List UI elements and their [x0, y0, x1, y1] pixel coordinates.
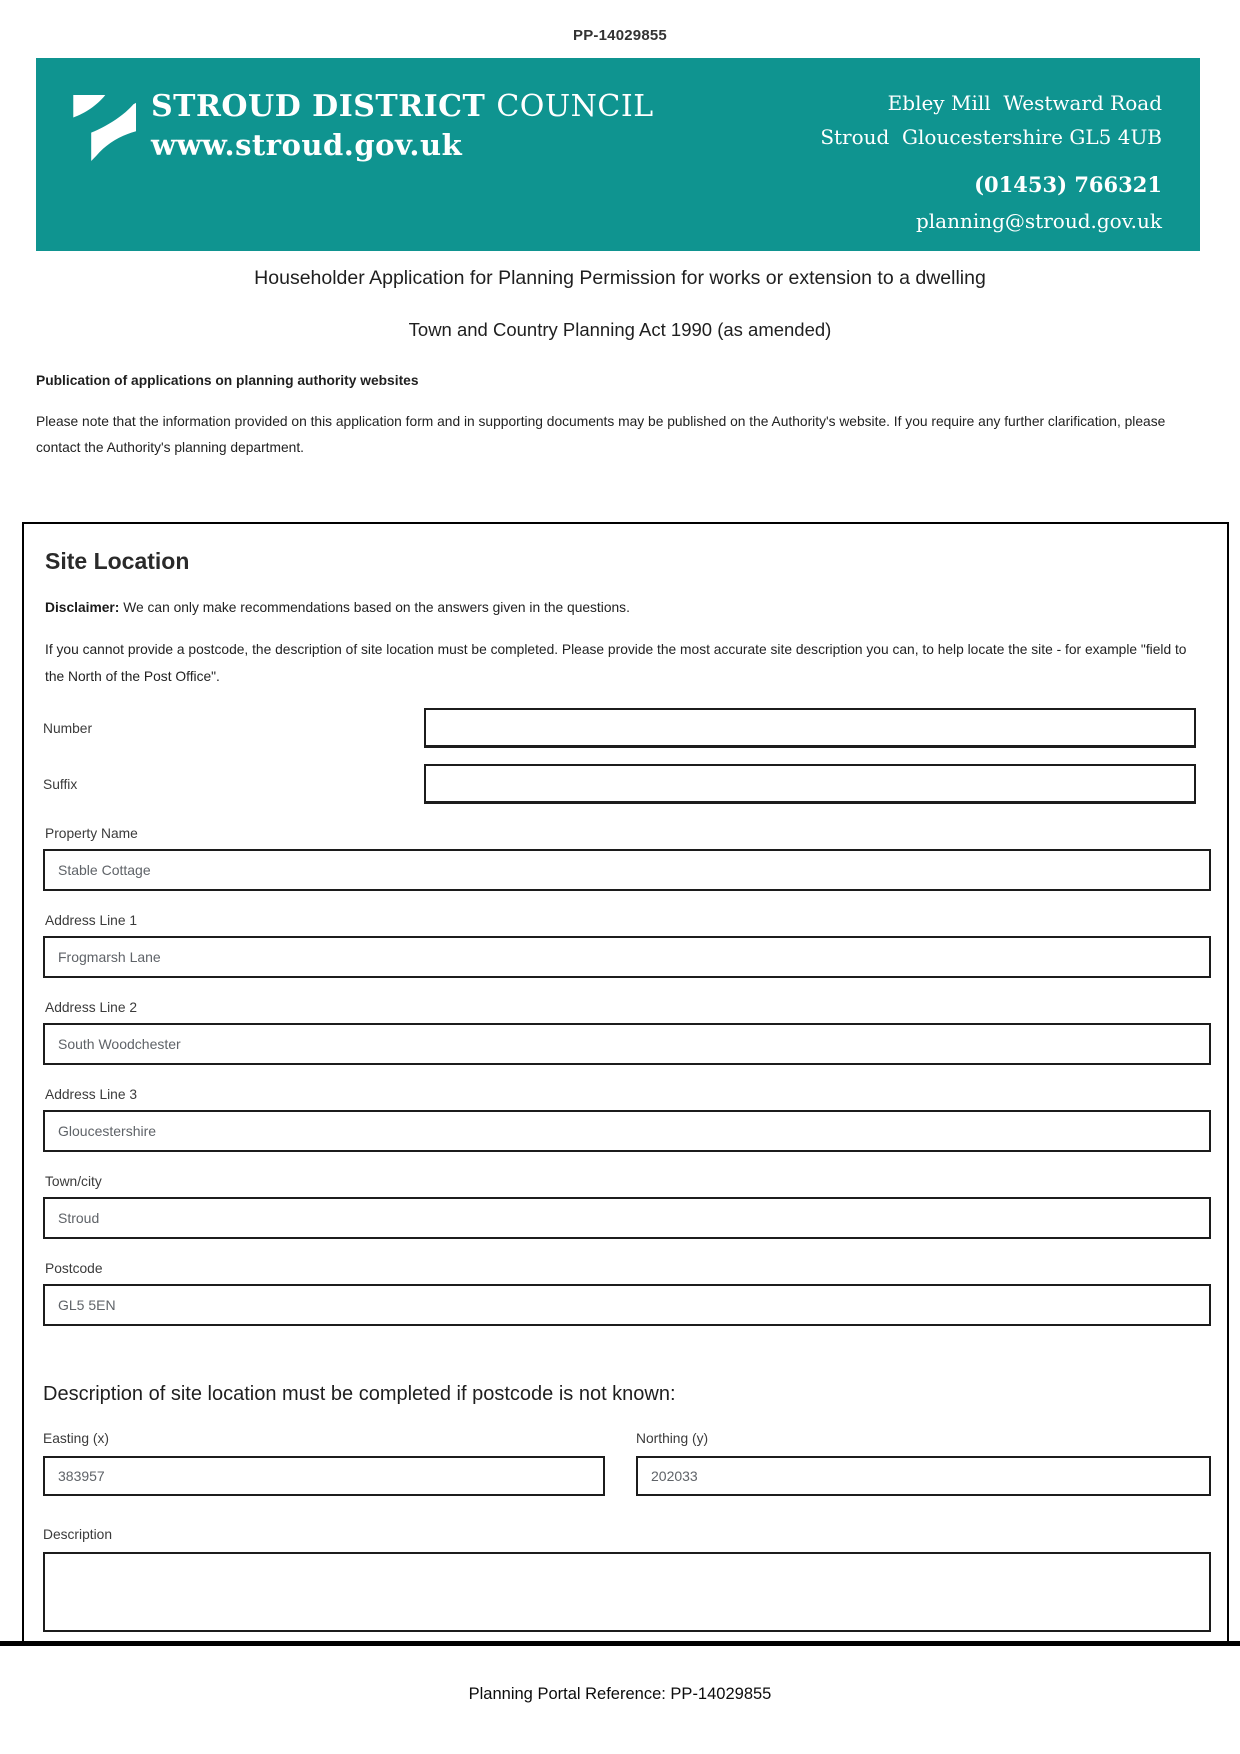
coordinates-row — [43, 1430, 1211, 1496]
address-line-2-field — [43, 1000, 1211, 1065]
council-name: STROUD DISTRICT COUNCIL — [151, 89, 654, 124]
address-line-2-input[interactable] — [43, 1023, 1211, 1065]
council-brand — [72, 89, 654, 251]
northing-field — [636, 1430, 1211, 1496]
council-swoosh-logo-icon — [72, 95, 136, 161]
suffix-field-row — [43, 764, 1211, 804]
site-location-heading: Site Location — [45, 548, 190, 574]
number-label: Number — [43, 720, 93, 736]
suffix-label: Suffix — [43, 776, 78, 792]
property-name-field — [43, 826, 1211, 891]
council-brand-text — [151, 89, 654, 251]
northing-label: Northing (y) — [636, 1431, 709, 1446]
postcode-note: If you cannot provide a postcode, the description of site location must be completed. Please provide the most accurate site description you can, to help locate the site - for example "field to the North of the Post Office". — [45, 642, 1187, 684]
description-textarea[interactable] — [43, 1552, 1211, 1632]
council-email: planning@stroud.gov.uk — [915, 209, 1162, 233]
description-field — [43, 1526, 1211, 1632]
disclaimer-text: We can only make recommendations based on the answers given in the questions. — [119, 600, 630, 615]
address-line-2-label: Address Line 2 — [45, 1000, 138, 1015]
council-website: www.stroud.gov.uk — [151, 128, 463, 162]
council-header-banner — [36, 58, 1200, 251]
easting-input[interactable] — [43, 1456, 605, 1496]
suffix-input[interactable] — [424, 764, 1196, 804]
postcode-label: Postcode — [45, 1261, 103, 1276]
publication-heading: Publication of applications on planning authority websites — [36, 373, 419, 388]
description-label: Description — [43, 1527, 113, 1542]
northing-input[interactable] — [636, 1456, 1211, 1496]
easting-field — [43, 1430, 605, 1496]
form-subtitle: Town and Country Planning Act 1990 (as amended) — [408, 319, 832, 340]
disclaimer-label: Disclaimer: — [45, 600, 120, 615]
town-city-field — [43, 1174, 1211, 1239]
property-name-label: Property Name — [45, 826, 138, 841]
easting-label: Easting (x) — [43, 1431, 109, 1446]
address-line-3-input[interactable] — [43, 1110, 1211, 1152]
postcode-field — [43, 1261, 1211, 1326]
site-location-disclaimer — [45, 600, 1211, 615]
form-title: Householder Application for Planning Permission for works or extension to a dwelling — [254, 267, 986, 289]
address-line-3-label: Address Line 3 — [45, 1087, 138, 1102]
site-location-section — [22, 522, 1229, 1641]
address-line-1-label: Address Line 1 — [45, 913, 138, 928]
page-break-divider — [0, 1641, 1240, 1646]
address-line-3-field — [43, 1087, 1211, 1152]
council-address-line1: Ebley Mill Westward Road — [887, 91, 1162, 115]
postcode-input[interactable] — [43, 1284, 1211, 1326]
town-city-input[interactable] — [43, 1197, 1211, 1239]
planning-portal-reference-top: PP-14029855 — [573, 27, 667, 44]
number-field-row — [43, 708, 1211, 748]
address-line-1-input[interactable] — [43, 936, 1211, 978]
number-input[interactable] — [424, 708, 1196, 748]
property-name-input[interactable] — [43, 849, 1211, 891]
site-description-heading: Description of site location must be completed if postcode is not known: — [43, 1383, 676, 1405]
council-phone: (01453) 766321 — [974, 172, 1162, 197]
council-contact-block — [820, 86, 1162, 251]
publication-note: Please note that the information provided on this application form and in supporting documents may be published on the Authority's website. If you require any further clarification, please contact the Authority's planning department. — [36, 414, 1166, 455]
planning-portal-reference-footer: Planning Portal Reference: PP-14029855 — [468, 1685, 772, 1703]
council-address-line2: Stroud Gloucestershire GL5 4UB — [820, 125, 1162, 149]
address-line-1-field — [43, 913, 1211, 978]
town-city-label: Town/city — [45, 1174, 102, 1189]
